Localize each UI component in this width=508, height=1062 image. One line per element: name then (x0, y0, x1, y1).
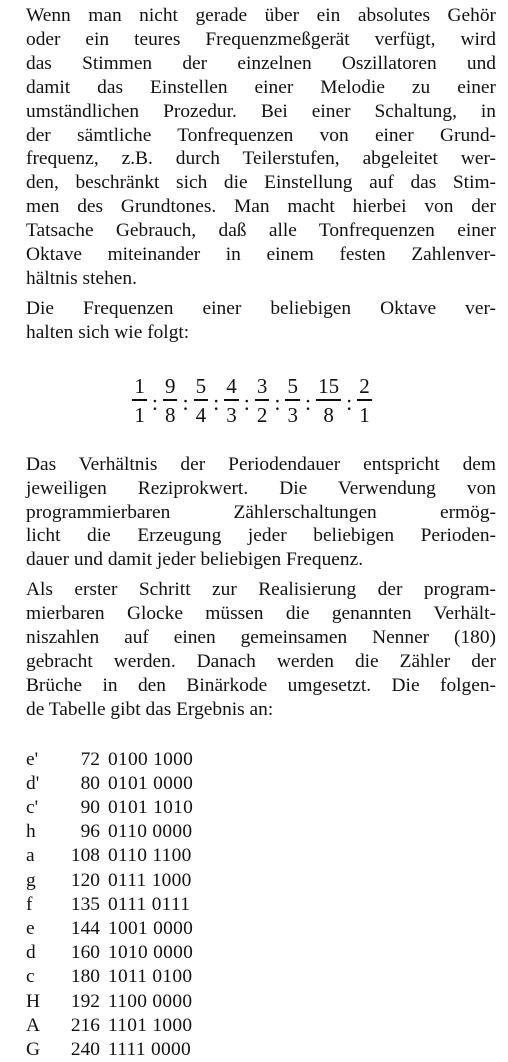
divisor-value: 108 (70, 845, 100, 867)
fraction-denominator: 1 (134, 402, 145, 427)
fraction-denominator: 3 (226, 402, 237, 427)
text-line: oder ein teures Frequenzmeßgerät verfügt, wird (26, 28, 496, 50)
fraction-bar (194, 399, 209, 401)
paragraph-intro (26, 4, 496, 291)
binary-code: 0101 1010 (108, 797, 194, 819)
frequency-ratio-formula (8, 371, 496, 431)
text-line: de Tabelle gibt das Ergebnis an: (26, 698, 274, 720)
fraction-bar (224, 399, 239, 401)
binary-code: 1100 0000 (108, 990, 193, 1012)
fraction (132, 374, 147, 427)
text-line: das Stimmen der einzelnen Oszillatoren und (26, 52, 496, 74)
text-line: programmierbaren Zählerschaltungen ermög- (26, 501, 496, 523)
text-line: damit das Einstellen einer Melodie zu einer (26, 76, 496, 98)
text-line: Tatsache Gebrauch, daß alle Tonfrequenzen einer (26, 220, 496, 242)
note-name: c' (26, 797, 39, 819)
table-row (26, 869, 496, 893)
divisor-value: 72 (80, 748, 100, 770)
divisor-value: 144 (70, 918, 100, 940)
fraction-denominator: 2 (256, 402, 268, 427)
divisor-value: 80 (80, 772, 100, 794)
divisor-value: 192 (70, 990, 100, 1012)
text-line: jeweiligen Reziprokwert. Die Verwendung von (26, 477, 496, 499)
fraction-numerator: 1 (134, 374, 145, 399)
fraction-numerator: 15 (318, 374, 340, 399)
text-line: hältnis stehen. (26, 267, 137, 289)
text-line: gebracht werden. Danach werden die Zähler der (26, 650, 496, 672)
fraction-denominator: 4 (195, 402, 207, 427)
note-name: d' (26, 772, 40, 794)
binary-code: 0111 0111 (108, 893, 191, 915)
fraction-denominator: 3 (287, 402, 298, 427)
table-row (26, 748, 496, 772)
table-row (26, 917, 496, 941)
divisor-value: 160 (70, 942, 100, 964)
table-row (26, 772, 496, 796)
paragraph-octave (26, 297, 496, 345)
note-name: c (26, 966, 35, 988)
fraction-bar (132, 399, 147, 401)
text-line: Das Verhältnis der Periodendauer entspricht dem (26, 453, 496, 475)
text-line: den, beschränkt sich die Einstellung auf das Stim- (26, 172, 496, 194)
note-name: d (26, 942, 36, 964)
note-name: H (26, 990, 41, 1012)
text-line: dauer und damit jeder beliebigen Frequenz. (26, 549, 364, 571)
text-line: niszahlen auf einen gemeinsamen Nenner (180) (26, 627, 496, 649)
fraction-bar (255, 399, 270, 401)
paragraph-period (26, 453, 496, 573)
binary-code: 0100 1000 (108, 748, 194, 770)
divisor-value: 240 (70, 1039, 100, 1061)
fraction-denominator: 8 (323, 402, 334, 427)
ratio-separator: : (182, 389, 189, 415)
text-line: frequenz, z.B. durch Teilerstufen, abgeleitet wer- (26, 148, 496, 170)
ratio-separator: : (213, 389, 220, 415)
fraction-numerator: 2 (359, 374, 370, 399)
table-row (26, 990, 496, 1014)
fraction (255, 374, 270, 427)
note-name: h (26, 821, 36, 843)
binary-code: 0110 0000 (108, 821, 193, 843)
ratio-separator: : (243, 389, 250, 415)
note-name: G (26, 1039, 41, 1061)
note-name: a (26, 845, 35, 867)
text-line: Die Frequenzen einer beliebigen Oktave ver- (26, 297, 496, 319)
text-line: mierbaren Glocke müssen die genannten Verhält- (26, 603, 496, 625)
binary-code: 0111 1000 (108, 869, 192, 891)
table-row (26, 1014, 496, 1038)
text-line: der sämtliche Tonfrequenzen von einer Grund- (26, 124, 496, 146)
text-line: men des Grundtones. Man macht hierbei von der (26, 196, 496, 218)
fraction-bar (357, 399, 372, 401)
table-row (26, 1038, 496, 1062)
binary-code: 1010 0000 (108, 942, 194, 964)
table-row (26, 893, 496, 917)
fraction (316, 374, 341, 427)
ratio-separator: : (274, 389, 281, 415)
ratio-separator: : (151, 389, 158, 415)
binary-table (26, 748, 496, 1062)
fraction-numerator: 5 (195, 374, 207, 399)
ratio-separator: : (346, 389, 353, 415)
fraction-denominator: 8 (164, 402, 176, 427)
binary-code: 1011 0100 (108, 966, 193, 988)
fraction (224, 374, 239, 427)
fraction-numerator: 9 (164, 374, 176, 399)
fraction-bar (163, 399, 178, 401)
note-name: g (26, 869, 36, 891)
note-name: A (26, 1014, 41, 1036)
text-line: licht die Erzeugung jeder beliebigen Perioden- (26, 525, 496, 547)
binary-code: 1111 0000 (108, 1039, 191, 1061)
divisor-value: 216 (70, 1014, 100, 1036)
text-line: halten sich wie folgt: (26, 321, 190, 343)
binary-code: 1001 0000 (108, 918, 194, 940)
fraction-bar (316, 399, 341, 401)
fraction-bar (285, 399, 300, 401)
note-name: f (26, 893, 33, 915)
binary-code: 0110 1100 (108, 845, 192, 867)
text-line: umständlichen Prozedur. Bei einer Schaltung, in (26, 100, 496, 122)
text-line: Wenn man nicht gerade über ein absolutes Gehör (26, 5, 496, 26)
text-line: Als erster Schritt zur Realisierung der program- (26, 579, 496, 601)
table-row (26, 820, 496, 844)
binary-code: 1101 1000 (108, 1014, 193, 1036)
divisor-value: 135 (70, 893, 100, 915)
text-line: Brüche in den Binärkode umgesetzt. Die folgen- (26, 674, 496, 696)
text-line: Oktave miteinander in einem festen Zahlenver- (26, 244, 496, 266)
fraction (357, 374, 372, 427)
table-row (26, 965, 496, 989)
fraction (163, 374, 178, 427)
fraction (285, 374, 300, 427)
table-row (26, 844, 496, 868)
fraction-numerator: 3 (256, 374, 268, 399)
fraction-denominator: 1 (359, 402, 370, 427)
divisor-value: 180 (70, 966, 100, 988)
table-row (26, 941, 496, 965)
ratio-separator: : (304, 389, 312, 415)
fraction-numerator: 4 (226, 374, 237, 399)
note-name: e' (26, 748, 39, 770)
paragraph-denominator (26, 578, 496, 721)
fraction-numerator: 5 (287, 374, 298, 399)
divisor-value: 120 (70, 869, 100, 891)
divisor-value: 96 (80, 821, 100, 843)
divisor-value: 90 (80, 797, 100, 819)
note-name: e (26, 918, 35, 940)
fraction (194, 374, 209, 427)
table-row (26, 796, 496, 820)
document-page (26, 4, 496, 1062)
binary-code: 0101 0000 (108, 772, 194, 794)
